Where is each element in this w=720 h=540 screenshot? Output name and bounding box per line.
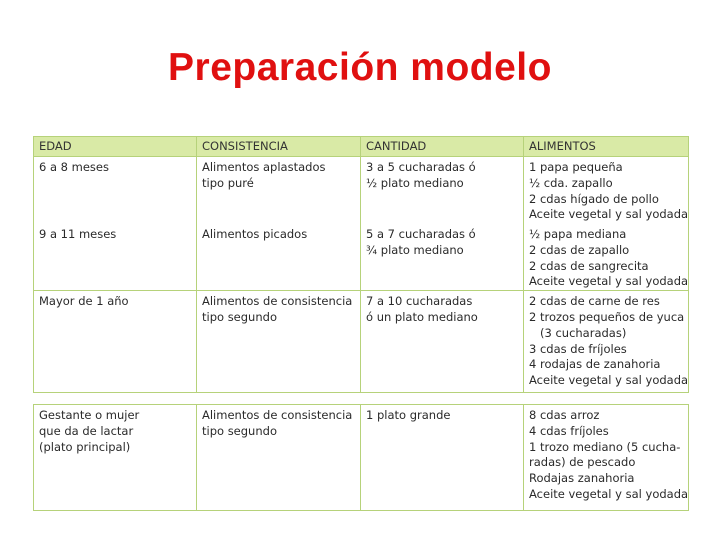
cell-alimentos [524, 157, 689, 225]
cell-line: 9 a 11 meses [39, 227, 117, 241]
table-row [34, 224, 689, 291]
cell-line: que da de lactar [39, 423, 134, 438]
cell-line: 7 a 10 cucharadas [366, 294, 473, 309]
cell-line: 3 a 5 cucharadas ó [366, 160, 476, 174]
cell-edad [34, 224, 197, 291]
cell-consistencia [197, 405, 361, 511]
cell-line: ¾ plato mediano [366, 242, 464, 257]
table-row [34, 405, 689, 511]
feeding-table [33, 136, 689, 393]
cell-line: Aceite vegetal y sal yodada [529, 486, 689, 501]
page-title: Preparación modelo [168, 46, 552, 89]
cell-alimentos [524, 405, 689, 511]
cell-line: 1 papa pequeña [529, 160, 623, 174]
cell-line: 8 cdas arroz [529, 408, 600, 422]
cell-line: Mayor de 1 año [39, 294, 129, 309]
cell-edad [34, 291, 197, 393]
header-edad: EDAD [34, 137, 197, 157]
cell-line: 2 cdas hígado de pollo [529, 191, 659, 206]
cell-line: ½ plato mediano [366, 175, 464, 190]
cell-line: Alimentos de consistencia [202, 408, 353, 422]
cell-line: 3 cdas de fríjoles [529, 341, 627, 356]
cell-line: 1 plato grande [366, 408, 451, 422]
cell-edad [34, 157, 197, 225]
table-row [34, 291, 689, 393]
cell-line: tipo segundo [202, 309, 277, 324]
header-cantidad: CANTIDAD [361, 137, 524, 157]
cell-line: 6 a 8 meses [39, 160, 109, 174]
cell-line: Alimentos aplastados [202, 160, 326, 174]
header-consistencia: CONSISTENCIA [197, 137, 361, 157]
cell-line: Gestante o mujer [39, 408, 140, 422]
cell-cantidad [361, 224, 524, 291]
cell-alimentos [524, 291, 689, 393]
cell-line: (3 cucharadas) [540, 325, 627, 340]
cell-consistencia [197, 224, 361, 291]
cell-line: ½ cda. zapallo [529, 175, 613, 190]
cell-line: 4 rodajas de zanahoria [529, 357, 661, 372]
cell-line: 2 cdas de sangrecita [529, 258, 649, 273]
cell-alimentos [524, 224, 689, 291]
cell-line: Aceite vegetal y sal yodada [529, 207, 689, 222]
cell-line: 5 a 7 cucharadas ó [366, 227, 476, 241]
cell-line: 1 trozo mediano (5 cucha- [529, 439, 681, 454]
cell-line: ½ papa mediana [529, 227, 627, 241]
cell-line: radas) de pescado [529, 455, 636, 470]
cell-line: (plato principal) [39, 439, 131, 454]
header-alimentos: ALIMENTOS [524, 137, 689, 157]
cell-line: Alimentos picados [202, 227, 308, 241]
cell-line: Aceite vegetal y sal yodada [529, 274, 689, 289]
cell-cantidad [361, 291, 524, 393]
cell-line: tipo puré [202, 175, 254, 190]
cell-line: ó un plato mediano [366, 309, 478, 324]
table-row [34, 157, 689, 225]
cell-cantidad [361, 405, 524, 511]
cell-line: 4 cdas fríjoles [529, 423, 609, 438]
cell-line: Aceite vegetal y sal yodada [529, 373, 689, 388]
cell-consistencia [197, 291, 361, 393]
cell-line: Alimentos de consistencia [202, 294, 353, 309]
cell-cantidad [361, 157, 524, 225]
table-header-row [34, 137, 689, 157]
cell-line: 2 trozos pequeños de yuca [529, 309, 685, 324]
cell-line: 2 cdas de carne de res [529, 294, 660, 309]
cell-edad [34, 405, 197, 511]
cell-line: tipo segundo [202, 423, 277, 438]
cell-line: 2 cdas de zapallo [529, 242, 630, 257]
pregnant-table [33, 404, 689, 511]
cell-consistencia [197, 157, 361, 225]
cell-line: Rodajas zanahoria [529, 471, 635, 486]
